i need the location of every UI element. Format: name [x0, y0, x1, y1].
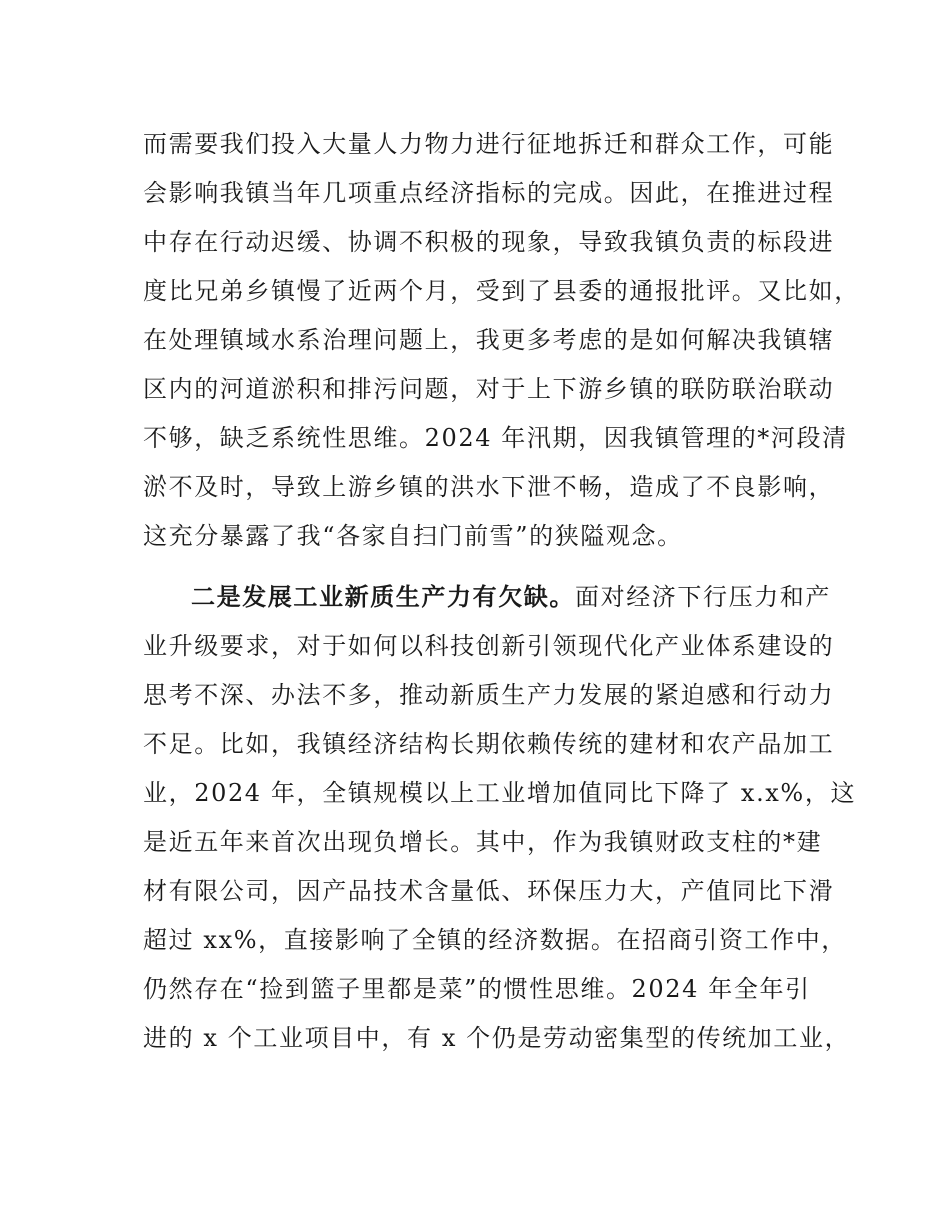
paragraph-line: 超过 xx%，直接影响了全镇的经济数据。在招商引资工作中，: [143, 926, 847, 954]
paragraph-line: 在处理镇域水系治理问题上，我更多考虑的是如何解决我镇辖: [143, 326, 835, 354]
paragraph-line: 会影响我镇当年几项重点经济指标的完成。因此，在推进过程: [143, 179, 835, 207]
paragraph-line: 中存在行动迟缓、协调不积极的现象，导致我镇负责的标段进: [143, 228, 835, 256]
paragraph-line: 思考不深、办法不多，推动新质生产力发展的紧迫感和行动力: [143, 681, 835, 709]
paragraph-line: 业升级要求，对于如何以科技创新引领现代化产业体系建设的: [143, 632, 835, 660]
paragraph-line: 度比兄弟乡镇慢了近两个月，受到了县委的通报批评。又比如，: [143, 277, 860, 305]
section-two-first-line: [191, 581, 831, 613]
paragraph-line: 是近五年来首次出现负增长。其中，作为我镇财政支柱的*建: [143, 828, 823, 856]
paragraph-line: 不够，缺乏系统性思维。2024 年汛期，因我镇管理的*河段清: [143, 424, 848, 452]
paragraph-line: 淤不及时，导致上游乡镇的洪水下泄不畅，造成了不良影响，: [143, 473, 835, 501]
paragraph-line: 进的 x 个工业项目中，有 x 个仍是劳动密集型的传统加工业，: [143, 1024, 851, 1052]
paragraph-line: 而需要我们投入大量人力物力进行征地拆迁和群众工作，可能: [143, 130, 835, 158]
paragraph-line: 业，2024 年，全镇规模以上工业增加值同比下降了 x.x%，这: [143, 779, 857, 807]
section-first-line-text: 面对经济下行压力和产: [575, 583, 831, 611]
paragraph-line: 仍然存在“捡到篮子里都是菜”的惯性思维。2024 年全年引: [143, 975, 811, 1003]
paragraph-line: 材有限公司，因产品技术含量低、环保压力大，产值同比下滑: [143, 877, 835, 905]
section-heading: 二是发展工业新质生产力有欠缺。: [191, 582, 575, 611]
paragraph-line: 这充分暴露了我“各家自扫门前雪”的狭隘观念。: [143, 522, 683, 550]
paragraph-line: 区内的河道淤积和排污问题，对于上下游乡镇的联防联治联动: [143, 375, 835, 403]
paragraph-line: 不足。比如，我镇经济结构长期依赖传统的建材和农产品加工: [143, 730, 835, 758]
